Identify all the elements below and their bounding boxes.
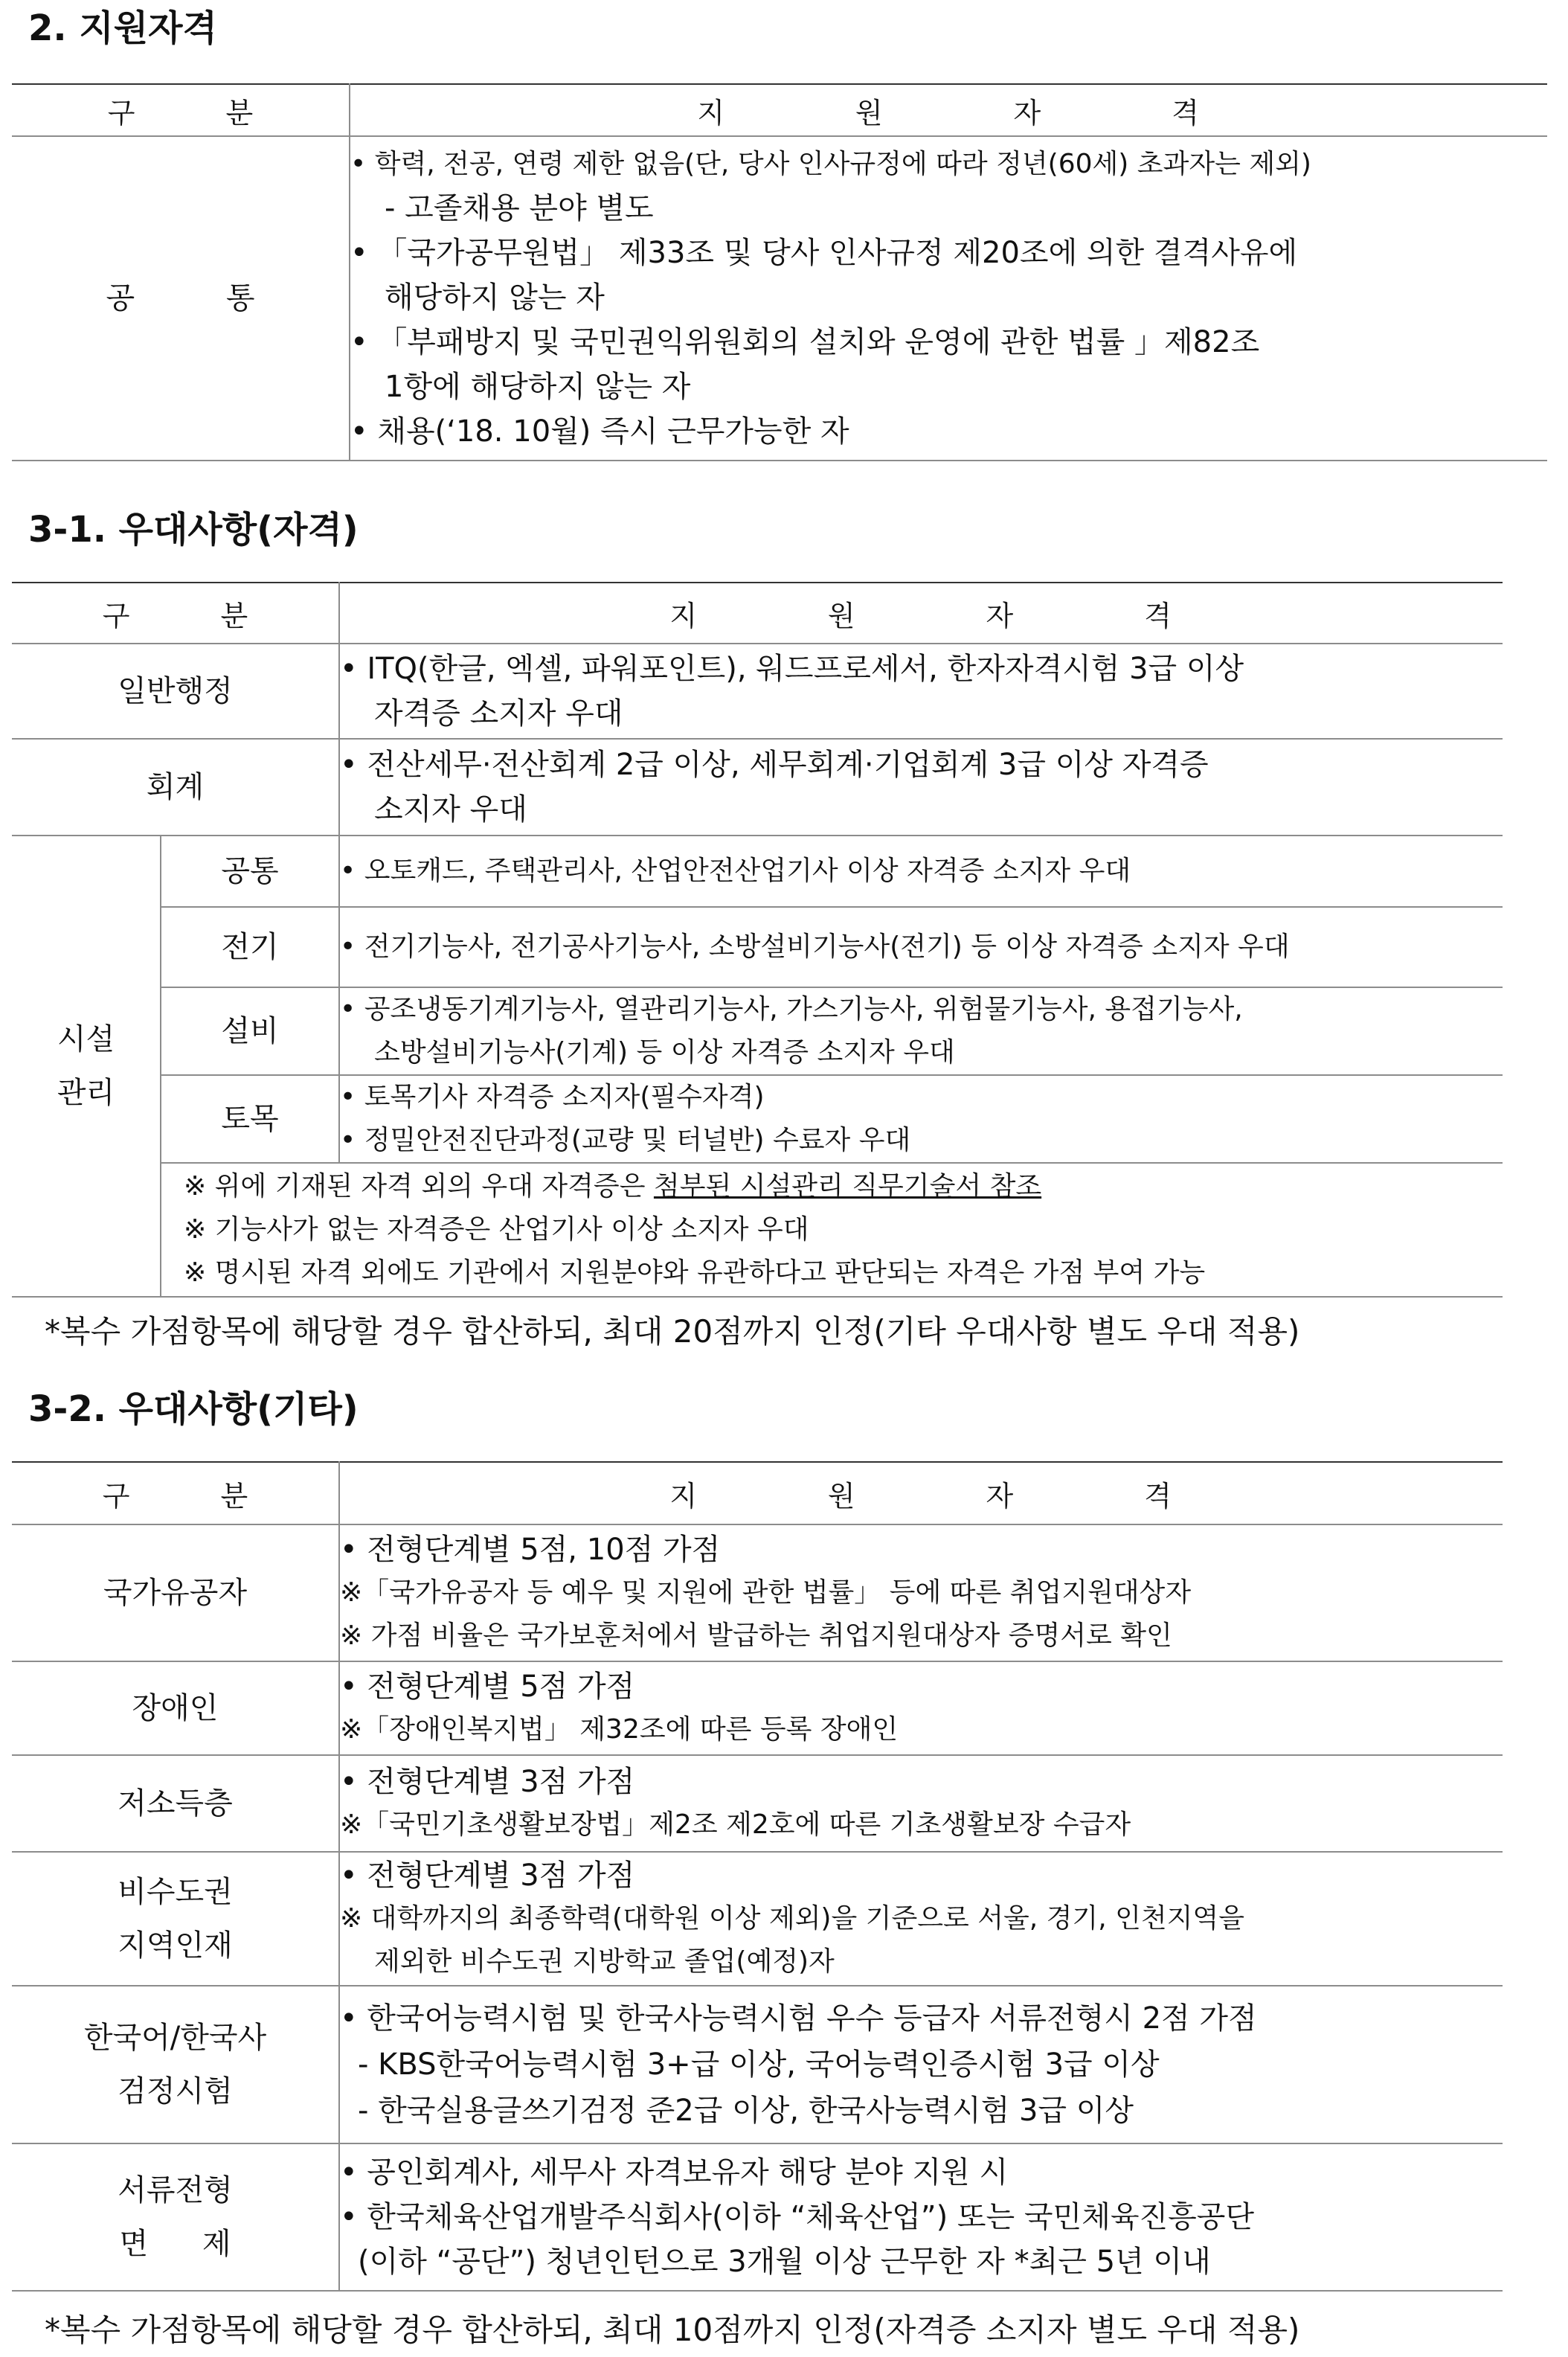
line: - 한국실용글쓰기검정 준2급 이상, 한국사능력시험 3급 이상 xyxy=(358,2094,1134,2128)
line: • 공조냉동기계기능사, 열관리기능사, 가스기능사, 위험물기능사, 용접기능사, xyxy=(340,988,1503,1031)
category-veterans xyxy=(12,1524,339,1661)
subcategory-equipment: 설비 xyxy=(161,987,339,1075)
note-line: ※ 명시된 자격 외에도 기관에서 지원분야와 유관하다고 판단되는 자격은 가점 부여 가능 xyxy=(184,1257,1206,1288)
eligibility-table xyxy=(12,83,1547,461)
line: 면 제 xyxy=(119,2227,231,2261)
category-language-history xyxy=(12,1986,339,2143)
note-text: ※ 위에 기재된 자격 외의 우대 자격증은 xyxy=(184,1171,654,1202)
footnote-3-1: *복수 가점항목에 해당할 경우 합산하되, 최대 20점까지 인정(기타 우대사항 별도 우대 적용) xyxy=(45,1313,1300,1350)
preference-cert-table xyxy=(12,582,1503,1298)
header-qualification: 지 원 자 격 xyxy=(339,1462,1503,1524)
line: • 토목기사 자격증 소지자(필수자격) xyxy=(340,1076,1503,1119)
line: ※「국가유공자 등 예우 및 지원에 관한 법률」 등에 따른 취업지원대상자 xyxy=(340,1577,1192,1608)
section-3-2-heading: 3-2. 우대사항(기타) xyxy=(28,1388,359,1430)
subcategory-common: 공통 xyxy=(161,836,339,907)
header-qualification: 지 원 자 격 xyxy=(339,583,1503,644)
header-category: 구 분 xyxy=(12,583,339,644)
qualification-language-history xyxy=(339,1986,1503,2143)
qualification-common xyxy=(350,136,1547,461)
line: ※ 가점 비율은 국가보훈처에서 발급하는 취업지원대상자 증명서로 확인 xyxy=(340,1620,1172,1651)
header-qualification: 지 원 자 격 xyxy=(350,84,1547,136)
line: • 전산세무·전산회계 2급 이상, 세무회계·기업회계 3급 이상 자격증 xyxy=(340,743,1503,787)
line: 한국어/한국사 xyxy=(83,2021,267,2055)
line: • 「국가공무원법」 제33조 및 당사 인사규정 제20조에 의한 결격사유에 xyxy=(350,231,1547,275)
line: • ITQ(한글, 엑셀, 파워포인트), 워드프로세서, 한자자격시험 3급 이상 xyxy=(340,647,1503,691)
preference-other-table xyxy=(12,1461,1503,2292)
line: 검정시험 xyxy=(118,2074,233,2109)
section-3-1-heading: 3-1. 우대사항(자격) xyxy=(28,509,359,551)
qualification-fac-common xyxy=(339,836,1503,907)
line: • 공인회계사, 세무사 자격보유자 해당 분야 지원 시 xyxy=(340,2155,1009,2190)
header-category: 구 분 xyxy=(12,84,350,136)
category-accounting: 회계 xyxy=(12,739,339,836)
qualification-fac-electric xyxy=(339,907,1503,987)
line: - 고졸채용 분야 별도 xyxy=(385,191,654,225)
category-common: 공 통 xyxy=(12,136,350,461)
qualification-fac-equipment xyxy=(339,987,1503,1075)
line: 자격증 소지자 우대 xyxy=(374,696,623,731)
line: • 오토캐드, 주택관리사, 산업안전산업기사 이상 자격증 소지자 우대 xyxy=(340,850,1503,893)
line: ※「장애인복지법」 제32조에 따른 등록 장애인 xyxy=(340,1714,899,1745)
line: • 한국체육산업개발주식회사(이하 “체육산업”) 또는 국민체육진흥공단 xyxy=(340,2200,1255,2234)
line: 시설 xyxy=(57,1022,115,1056)
line: 제외한 비수도권 지방학교 졸업(예정)자 xyxy=(374,1946,835,1977)
line: 장애인 xyxy=(132,1691,219,1725)
line: 소방설비기능사(기계) 등 이상 자격증 소지자 우대 xyxy=(374,1037,955,1068)
qualification-document-exempt xyxy=(339,2143,1503,2291)
line: • 전기기능사, 전기공사기능사, 소방설비기능사(전기) 등 이상 자격증 소지자 우대 xyxy=(340,926,1503,969)
line: ※「국민기초생활보장법」제2조 제2호에 따른 기초생활보장 수급자 xyxy=(340,1809,1131,1840)
category-low-income xyxy=(12,1755,339,1852)
line: 해당하지 않는 자 xyxy=(385,280,605,315)
note-reference: 첨부된 시설관리 직무기술서 참조 xyxy=(653,1171,1042,1202)
line: • 전형단계별 3점 가점 xyxy=(340,1859,635,1893)
line: 국가유공자 xyxy=(103,1576,248,1610)
line: 1항에 해당하지 않는 자 xyxy=(385,370,691,404)
category-facility-mgmt xyxy=(12,836,161,1297)
line: • 학력, 전공, 연령 제한 없음(단, 당사 인사규정에 따라 정년(60세) 초과자는 제외) xyxy=(350,143,1547,186)
note-line xyxy=(184,1165,1503,1208)
qualification-disabled xyxy=(339,1661,1503,1755)
qualification-low-income xyxy=(339,1755,1503,1852)
note-line: ※ 기능사가 없는 자격증은 산업기사 이상 소지자 우대 xyxy=(184,1214,809,1245)
line: 지역인재 xyxy=(118,1928,233,1963)
section-2-heading: 2. 지원자격 xyxy=(28,7,217,49)
qualification-veterans xyxy=(339,1524,1503,1661)
line: • 전형단계별 5점, 10점 가점 xyxy=(340,1533,721,1567)
qualification-general-admin xyxy=(339,644,1503,739)
line: 서류전형 xyxy=(118,2173,233,2207)
qualification-fac-civil xyxy=(339,1075,1503,1163)
line: 소지자 우대 xyxy=(374,792,527,827)
qualification-accounting xyxy=(339,739,1503,836)
line: 비수도권 xyxy=(118,1875,233,1909)
line: • 전형단계별 3점 가점 xyxy=(340,1765,635,1799)
line: ※ 대학까지의 최종학력(대학원 이상 제외)을 기준으로 서울, 경기, 인천지역을 xyxy=(340,1903,1244,1934)
line: • 정밀안전진단과정(교량 및 터널반) 수료자 우대 xyxy=(340,1119,1503,1162)
subcategory-electric: 전기 xyxy=(161,907,339,987)
category-general-admin: 일반행정 xyxy=(12,644,339,739)
category-disabled xyxy=(12,1661,339,1755)
category-document-exempt xyxy=(12,2143,339,2291)
line: (이하 “공단”) 청년인턴으로 3개월 이상 근무한 자 *최근 5년 이내 xyxy=(358,2245,1211,2279)
line: • 채용(‘18. 10월) 즉시 근무가능한 자 xyxy=(350,409,1547,454)
category-regional-talent xyxy=(12,1852,339,1986)
qualification-regional-talent xyxy=(339,1852,1503,1986)
facility-notes xyxy=(161,1163,1503,1297)
line: • 「부패방지 및 국민권익위원회의 설치와 운영에 관한 법률 」제82조 xyxy=(350,320,1547,365)
line: 관리 xyxy=(57,1076,115,1110)
line: • 전형단계별 5점 가점 xyxy=(340,1670,635,1704)
line: - KBS한국어능력시험 3+급 이상, 국어능력인증시험 3급 이상 xyxy=(358,2047,1160,2082)
line: • 한국어능력시험 및 한국사능력시험 우수 등급자 서류전형시 2점 가점 xyxy=(340,2001,1257,2036)
header-category: 구 분 xyxy=(12,1462,339,1524)
subcategory-civil: 토목 xyxy=(161,1075,339,1163)
line: 저소득층 xyxy=(118,1786,233,1821)
footnote-3-2: *복수 가점항목에 해당할 경우 합산하되, 최대 10점까지 인정(자격증 소지자 별도 우대 적용) xyxy=(45,2312,1300,2348)
